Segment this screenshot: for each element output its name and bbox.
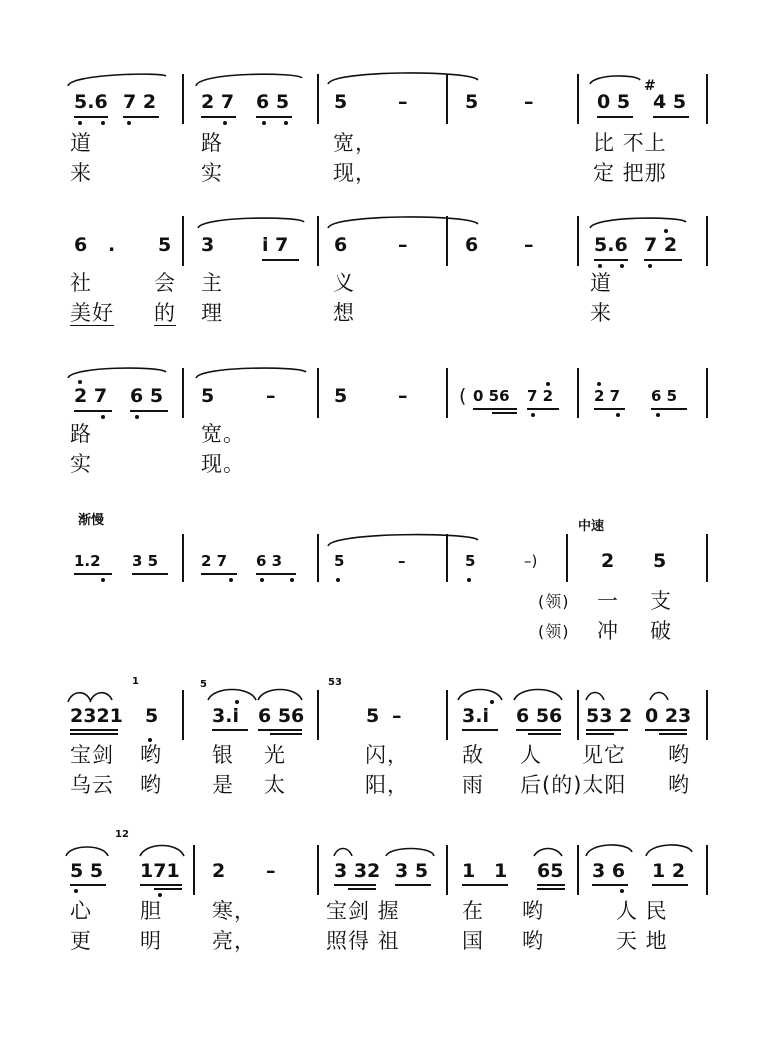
- note: 5: [158, 234, 172, 256]
- note: 1: [494, 860, 508, 882]
- lyric: 道: [70, 131, 92, 155]
- slur: [68, 693, 90, 702]
- note: 2 7: [201, 91, 235, 113]
- lyric: 哟: [522, 929, 544, 953]
- lyric: 想: [333, 301, 355, 325]
- slur: [646, 845, 692, 856]
- note: 5: [465, 91, 479, 113]
- dash: –: [392, 705, 402, 727]
- lyric: 阳，: [365, 773, 409, 797]
- dash: –: [524, 234, 534, 256]
- slur: [458, 690, 502, 701]
- slur: [66, 847, 108, 856]
- lyric: 银: [212, 743, 234, 767]
- lyric: 太: [264, 773, 286, 797]
- slur: [586, 845, 632, 856]
- note: 2: [212, 860, 226, 882]
- slur: [534, 849, 562, 857]
- note: 2 7: [201, 552, 228, 570]
- note: 53 2: [586, 705, 633, 727]
- lyric: 明: [140, 929, 162, 953]
- lyric: 比 不上: [593, 131, 667, 155]
- note: 2 7: [594, 387, 621, 405]
- lyric: 义: [333, 271, 355, 295]
- lead-vocal-mark: (领): [538, 622, 570, 641]
- lyric: 哟: [668, 743, 690, 767]
- slur: [208, 690, 256, 701]
- dash: –: [524, 91, 534, 113]
- lyric: 乌云: [70, 773, 114, 797]
- dash-close-parenthesis: –): [524, 552, 538, 570]
- note: 6 5: [130, 385, 164, 407]
- lyric: 哟: [140, 773, 162, 797]
- slur: [68, 368, 166, 378]
- lyric: 会: [154, 271, 176, 295]
- slur: [328, 535, 478, 546]
- slur: [334, 849, 352, 857]
- slur: [328, 73, 478, 84]
- lyric: 社: [70, 271, 92, 295]
- dot-extension: .: [108, 234, 116, 256]
- note: 171: [140, 860, 180, 882]
- lyric: 见它: [582, 743, 626, 767]
- note: 6 56: [258, 705, 305, 727]
- grace-note: 12: [115, 829, 129, 840]
- note: 3: [201, 234, 215, 256]
- dash: –: [398, 552, 406, 570]
- note: 5 5: [70, 860, 104, 882]
- slur: [196, 74, 302, 86]
- slur: [590, 218, 686, 228]
- lyric: 美好: [70, 301, 114, 325]
- note: 0 23: [645, 705, 692, 727]
- lyric: 哟: [522, 899, 544, 923]
- lyric: 的: [154, 301, 176, 325]
- note: 5: [366, 705, 380, 727]
- dash: –: [266, 385, 276, 407]
- note: 6 5: [256, 91, 290, 113]
- slur: [386, 849, 434, 857]
- note: 3 32: [334, 860, 381, 882]
- lyric: 路: [70, 422, 92, 446]
- lyric: 宽，: [333, 131, 377, 155]
- note: 6: [465, 234, 479, 256]
- lyric: 寒，: [212, 899, 256, 923]
- sharp-sign: #: [644, 78, 656, 94]
- note: 7 2: [123, 91, 157, 113]
- note: 0 56: [473, 387, 510, 405]
- note: 1.2: [74, 552, 101, 570]
- note: 3 5: [132, 552, 159, 570]
- grace-note: 1: [132, 676, 139, 687]
- note: 4 5: [653, 91, 687, 113]
- lyric: 心: [70, 899, 92, 923]
- lyric: 是: [212, 773, 234, 797]
- dash: –: [398, 234, 408, 256]
- note: i 7: [262, 234, 289, 256]
- note: 2321: [70, 705, 123, 727]
- note: 5: [334, 552, 345, 570]
- lyric: 来: [70, 161, 92, 185]
- slur: [198, 218, 304, 228]
- lyric: 亮，: [212, 929, 256, 953]
- lyric: 照得 祖: [326, 929, 400, 953]
- note: 7 2: [527, 387, 554, 405]
- lyric: 宝剑: [70, 743, 114, 767]
- lyric: 支: [650, 589, 672, 613]
- slur: [590, 76, 640, 84]
- lyric: 在: [462, 899, 484, 923]
- lyric: 哟: [668, 773, 690, 797]
- lyric: 胆: [140, 899, 162, 923]
- note: 5: [334, 385, 348, 407]
- dash: –: [266, 860, 276, 882]
- lyric: 敌: [462, 743, 484, 767]
- slur: [650, 693, 668, 701]
- note: 6 56: [516, 705, 563, 727]
- lyric: 道: [590, 271, 612, 295]
- grace-note: 53: [328, 677, 342, 688]
- dash: –: [398, 91, 408, 113]
- note: 3 5: [395, 860, 429, 882]
- open-parenthesis: (: [459, 385, 467, 407]
- tempo-mark: 中速: [578, 519, 605, 534]
- lyric: 冲: [597, 619, 619, 643]
- lyric: 定 把那: [593, 161, 667, 185]
- lyric: 宝剑 握: [326, 899, 400, 923]
- lyric: 哟: [140, 743, 162, 767]
- note: 5: [653, 550, 667, 572]
- note: 7 2: [644, 234, 678, 256]
- note: 1: [462, 860, 476, 882]
- lyric: 更: [70, 929, 92, 953]
- lyric: 人 民: [616, 899, 668, 923]
- lyric: 实: [201, 161, 223, 185]
- note: 6 3: [256, 552, 283, 570]
- slur: [140, 846, 184, 857]
- slur: [258, 690, 302, 701]
- lyric: 后(的)太阳: [520, 773, 627, 797]
- lyric: 雨: [462, 773, 484, 797]
- slur: [90, 693, 112, 702]
- note: 5: [334, 91, 348, 113]
- lyric: 国: [462, 929, 484, 953]
- tempo-mark: 渐慢: [78, 513, 105, 528]
- lyric: 天 地: [616, 929, 668, 953]
- lyric: 人: [520, 743, 542, 767]
- note: 5: [201, 385, 215, 407]
- lyric: 理: [201, 301, 223, 325]
- lyric: 路: [201, 131, 223, 155]
- lyric: 宽。: [201, 422, 245, 446]
- note: 65: [537, 860, 564, 882]
- note: 5.6: [74, 91, 108, 113]
- note: 5: [145, 705, 159, 727]
- note: 2: [601, 550, 615, 572]
- lyric: 主: [201, 271, 223, 295]
- slur: [196, 368, 306, 378]
- note: 6: [74, 234, 88, 256]
- note: 2 7: [74, 385, 108, 407]
- note: 5.6: [594, 234, 628, 256]
- lyric: 破: [650, 619, 672, 643]
- lyric: 闪，: [365, 743, 409, 767]
- slur: [328, 217, 478, 228]
- note: 3 6: [592, 860, 626, 882]
- slur: [586, 693, 604, 701]
- note: 3.i: [212, 705, 239, 727]
- note: 1 2: [652, 860, 686, 882]
- note: 5: [465, 552, 476, 570]
- lyric: 光: [264, 743, 286, 767]
- lead-vocal-mark: (领): [538, 592, 570, 611]
- dash: –: [398, 385, 408, 407]
- slur: [68, 74, 166, 86]
- note: 3.i: [462, 705, 489, 727]
- lyric: 一: [597, 589, 619, 613]
- note: 6 5: [651, 387, 678, 405]
- lyric: 实: [70, 452, 92, 476]
- lyric: 现，: [333, 161, 377, 185]
- lyric: 来: [590, 301, 612, 325]
- slur: [514, 690, 562, 701]
- note: 6: [334, 234, 348, 256]
- note: 0 5: [597, 91, 631, 113]
- lyric: 现。: [201, 452, 245, 476]
- grace-note: 5: [200, 679, 207, 690]
